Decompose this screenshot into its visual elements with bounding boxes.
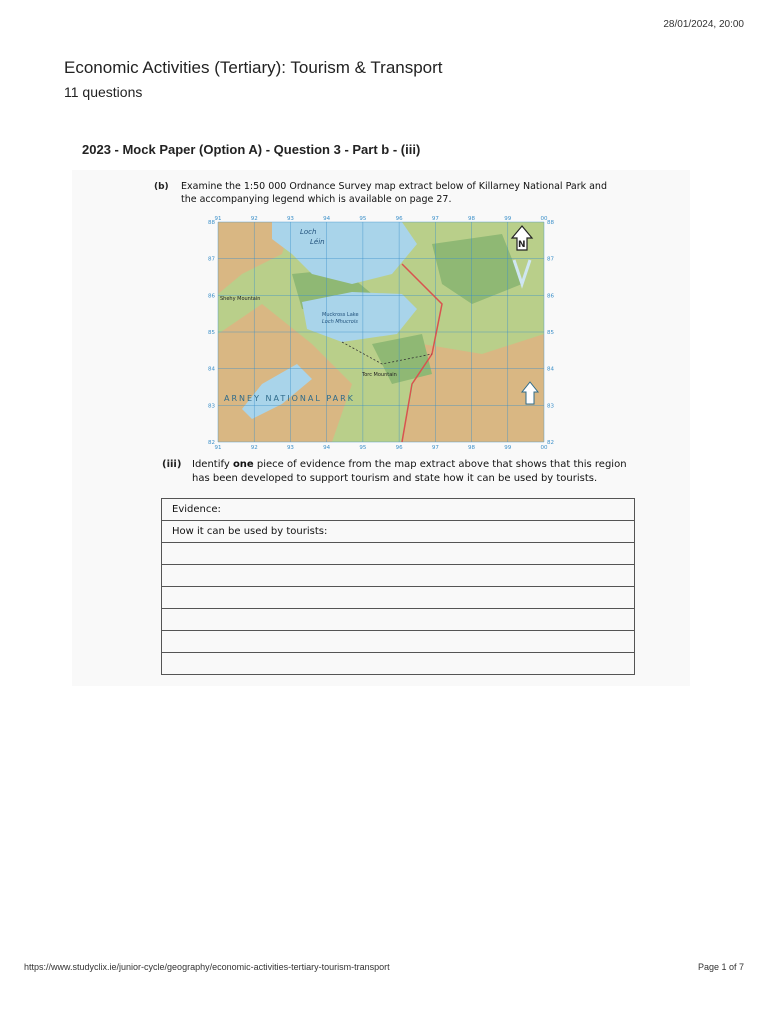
- grid-label: 93: [286, 445, 294, 450]
- answer-row: [162, 521, 635, 543]
- answer-row: [162, 499, 635, 521]
- answer-cell[interactable]: [162, 631, 635, 653]
- grid-label: 98: [468, 216, 476, 222]
- grid-label: 94: [323, 216, 331, 222]
- grid-label: 86: [208, 293, 215, 300]
- map-label-muckross: Muckross Lake: [322, 312, 359, 318]
- grid-labels-right: [547, 220, 554, 446]
- grid-label: 00: [540, 216, 548, 222]
- question-image: [72, 170, 690, 686]
- sub-question-label: (iii): [162, 459, 182, 470]
- grid-label: 83: [547, 403, 554, 410]
- grid-label: 91: [214, 445, 222, 450]
- answer-cell[interactable]: How it can be used by tourists:: [162, 521, 635, 543]
- answer-cell[interactable]: [162, 565, 635, 587]
- grid-label: 84: [547, 366, 554, 373]
- grid-labels-top: [215, 216, 548, 222]
- sub-question-text: [192, 458, 642, 486]
- grid-label: 85: [208, 330, 215, 336]
- grid-label: 97: [431, 445, 439, 450]
- answer-table: [161, 498, 635, 675]
- grid-label: 87: [547, 256, 554, 263]
- grid-label: 95: [359, 445, 367, 450]
- answer-cell[interactable]: [162, 609, 635, 631]
- grid-label: 84: [208, 366, 215, 373]
- answer-row: [162, 631, 635, 653]
- footer-url[interactable]: https://www.studyclix.ie/junior-cycle/geography/economic-activities-tertiary-tourism-transport: [24, 962, 390, 972]
- answer-cell[interactable]: [162, 543, 635, 565]
- north-arrow-letter: N: [518, 240, 526, 250]
- grid-label: 96: [395, 445, 403, 450]
- grid-label: 82: [208, 440, 215, 446]
- ordnance-survey-map: [202, 214, 562, 450]
- footer-page-number: Page 1 of 7: [697, 962, 744, 972]
- sub-text-start: Identify: [192, 459, 233, 470]
- grid-label: 87: [208, 256, 215, 263]
- answer-row: [162, 653, 635, 675]
- grid-label: 96: [395, 216, 403, 222]
- grid-labels-bottom: [215, 445, 548, 450]
- map-label-loch: Loch: [300, 228, 317, 236]
- map-label-torc: Torc Mountain: [362, 372, 397, 378]
- answer-row: [162, 609, 635, 631]
- answer-row: [162, 587, 635, 609]
- map-label-shehy: Shehy Mountain: [220, 296, 261, 302]
- grid-label: 85: [547, 330, 554, 336]
- grid-label: 95: [359, 216, 367, 222]
- question-heading[interactable]: 2023 - Mock Paper (Option A) - Question 3 - Part b - (iii): [82, 142, 421, 157]
- map-label-muckross-irish: Loch Mhucrois: [322, 319, 358, 325]
- grid-label: 91: [214, 216, 222, 222]
- grid-label: 97: [431, 216, 439, 222]
- grid-label: 94: [323, 445, 331, 450]
- answer-row: [162, 543, 635, 565]
- part-instruction: Examine the 1:50 000 Ordnance Survey map extract below of Killarney National Park and the accompanying legend which is available on page 27.: [181, 181, 607, 205]
- grid-label: 99: [504, 216, 512, 222]
- question-count: 11 questions: [64, 84, 143, 100]
- answer-cell[interactable]: [162, 587, 635, 609]
- map-label-lein: Léin: [310, 238, 325, 246]
- map-svg: [202, 214, 562, 450]
- grid-label: 82: [547, 440, 554, 446]
- answer-row: [162, 565, 635, 587]
- sub-text-end: piece of evidence from the map extract above that shows that this region has been developed to support tourism and state how it can be used by tourists.: [192, 459, 627, 484]
- sub-text-emphasis: one: [232, 459, 254, 470]
- grid-label: 88: [208, 220, 215, 226]
- answer-cell[interactable]: Evidence:: [162, 499, 635, 521]
- page-title: Economic Activities (Tertiary): Tourism & Transport: [64, 58, 443, 77]
- grid-label: 83: [208, 403, 215, 410]
- grid-label: 88: [547, 220, 554, 226]
- part-label: (b): [154, 182, 169, 192]
- grid-label: 00: [540, 445, 548, 450]
- print-timestamp: 28/01/2024, 20:00: [663, 19, 744, 30]
- answer-cell[interactable]: [162, 653, 635, 675]
- grid-label: 92: [250, 216, 258, 222]
- map-label-national-park: ARNEY NATIONAL PARK: [224, 394, 355, 403]
- grid-label: 86: [547, 293, 554, 300]
- grid-label: 93: [286, 216, 294, 222]
- grid-label: 92: [250, 445, 258, 450]
- grid-label: 99: [504, 445, 512, 450]
- grid-label: 98: [468, 445, 476, 450]
- grid-labels-left: [208, 220, 215, 446]
